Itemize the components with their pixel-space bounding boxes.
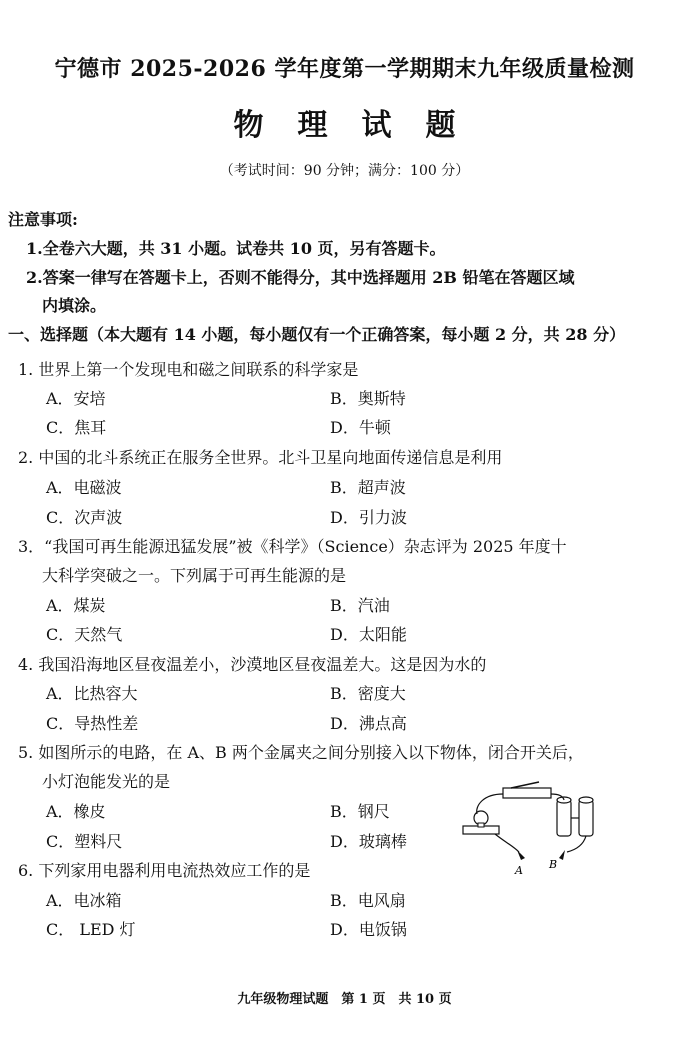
question-stem: 4. 我国沿海地区昼夜温差小，沙漠地区昼夜温差大。这是因为水的 — [18, 655, 487, 674]
notice-item: 内填涂。 — [42, 296, 107, 315]
option-a: A．比热容大 — [46, 684, 138, 703]
switch-base — [503, 788, 551, 798]
notice-item: 2.答案一律写在答题卡上，否则不能得分，其中选择题用 2B 铅笔在答题区域 — [26, 268, 575, 287]
option-b: B．密度大 — [330, 684, 406, 703]
wire — [495, 834, 519, 852]
option-d: D．电饭锅 — [330, 920, 407, 939]
option-a: A．橡皮 — [46, 802, 106, 821]
option-c: C．焦耳 — [46, 418, 107, 437]
option-b: B．超声波 — [330, 478, 406, 497]
question-stem: 大科学突破之一。下列属于可再生能源的是 — [42, 566, 347, 585]
option-d: D．玻璃棒 — [330, 832, 407, 851]
notice-heading: 注意事项: — [8, 210, 78, 229]
exam-title: 宁德市 2025-2026 学年度第一学期期末九年级质量检测 — [54, 56, 635, 82]
option-b: B．汽油 — [330, 596, 390, 615]
switch-lever — [511, 782, 539, 788]
option-a: A．电冰箱 — [46, 891, 122, 910]
option-c: C．导热性差 — [46, 714, 139, 733]
battery — [579, 800, 593, 836]
option-b: B．钢尺 — [330, 802, 390, 821]
exam-info: （考试时间：90 分钟；满分：100 分） — [219, 163, 470, 179]
option-b: B．奥斯特 — [330, 389, 406, 408]
option-c: C．次声波 — [46, 508, 123, 527]
question-stem: 3．“我国可再生能源迅猛发展”被《科学》（Science）杂志评为 2025 年度十 — [18, 537, 567, 556]
option-a: A．电磁波 — [46, 478, 122, 497]
section-heading: 一、选择题（本大题有 14 小题，每小题仅有一个正确答案，每小题 2 分，共 28 分） — [8, 325, 626, 344]
bulb-base — [478, 823, 484, 827]
question-stem: 5. 如图所示的电路，在 A、B 两个金属夹之间分别接入以下物体，闭合开关后， — [18, 743, 584, 762]
question-stem: 小灯泡能发光的是 — [42, 772, 171, 791]
option-c: C．天然气 — [46, 625, 123, 644]
question-stem: 6. 下列家用电器利用电流热效应工作的是 — [18, 861, 311, 880]
clip-a — [517, 850, 525, 860]
option-a: A．煤炭 — [46, 596, 106, 615]
wire — [567, 836, 586, 852]
option-a: A．安培 — [46, 389, 106, 408]
page-footer: 九年级物理试题 第 1 页 共 10 页 — [237, 992, 452, 1007]
label-a: A — [515, 864, 523, 877]
label-b: B — [549, 858, 558, 871]
subject-title: 物理试题 — [233, 108, 490, 143]
option-d: D．沸点高 — [330, 714, 407, 733]
question-stem: 1. 世界上第一个发现电和磁之间联系的科学家是 — [18, 360, 359, 379]
option-c: C． LED 灯 — [46, 920, 136, 939]
circuit-diagram — [455, 780, 615, 880]
option-d: D．牛顿 — [330, 418, 391, 437]
option-d: D．太阳能 — [330, 625, 407, 644]
battery — [557, 800, 571, 836]
option-c: C．塑料尺 — [46, 832, 123, 851]
option-d: D．引力波 — [330, 508, 407, 527]
notice-item: 1.全卷六大题，共 31 小题。试卷共 10 页，另有答题卡。 — [26, 239, 446, 258]
option-b: B．电风扇 — [330, 891, 406, 910]
question-stem: 2. 中国的北斗系统正在服务全世界。北斗卫星向地面传递信息是利用 — [18, 448, 503, 467]
battery-top — [579, 797, 593, 803]
clip-b — [559, 850, 565, 860]
